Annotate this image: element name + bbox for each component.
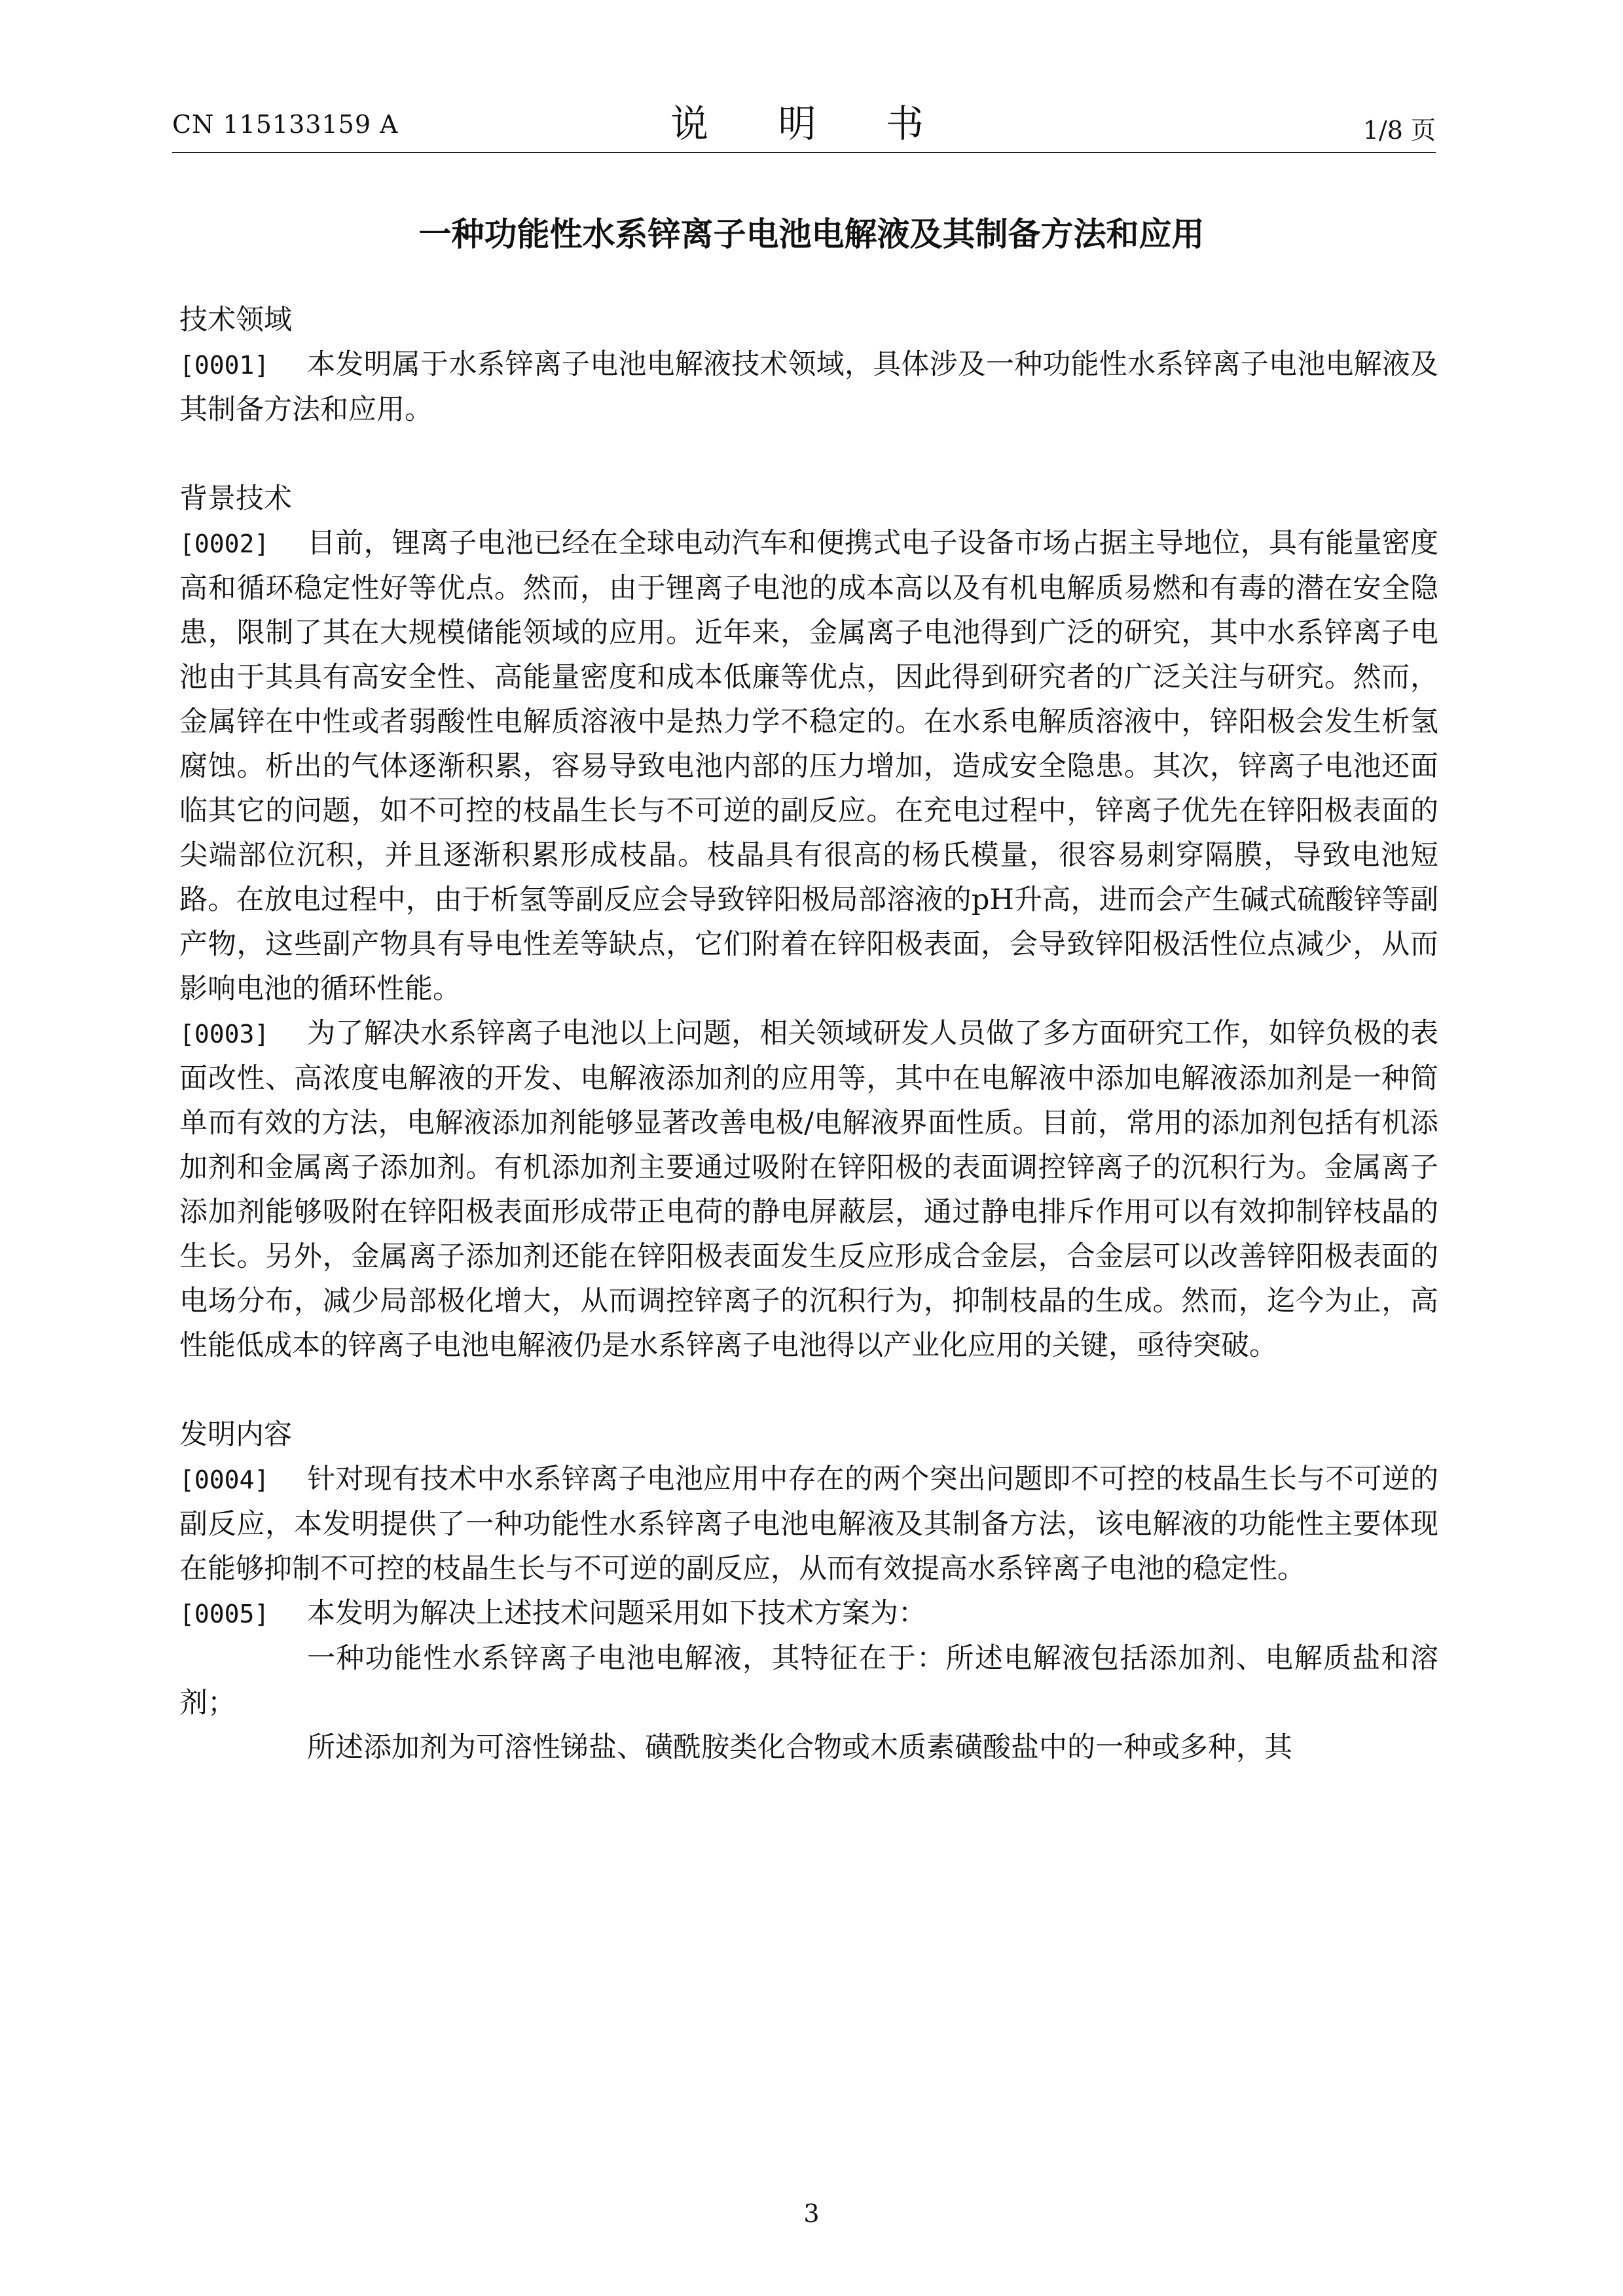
paragraph-text: 目前，锂离子电池已经在全球电动汽车和便携式电子设备市场占据主导地位，具有能量密度高和循环稳定性好等优点。然而，由于锂离子电池的成本高以及有机电解质易燃和有毒的潜在安全隐患，限制了其在大规模储能领域的应用。近年来，金属离子电池得到广泛的研究，其中水系锌离子电池由于其具有高安全性、高能量密度和成本低廉等优点，因此得到研究者的广泛关注与研究。然而，金属锌在中性或者弱酸性电解质溶液中是热力学不稳定的。在水系电解质溶液中，锌阳极会发生析氢腐蚀。析出的气体逐渐积累，容易导致电池内部的压力增加，造成安全隐患。其次，锌离子电池还面临其它的问题，如不可控的枝晶生长与不可逆的副反应。在充电过程中，锌离子优先在锌阳极表面的尖端部位沉积，并且逐渐积累形成枝晶。枝晶具有很高的杨氏模量，很容易刺穿隔膜，导致电池短路。在放电过程中，由于析氢等副反应会导致锌阳极局部溶液的pH升高，进而会产生碱式硫酸锌等副产物，这些副产物具有导电性差等缺点，它们附着在锌阳极表面，会导致锌阳极活性位点减少，从而影响电池的循环性能。 (179, 527, 1438, 1005)
document-title: 一种功能性水系锌离子电池电解液及其制备方法和应用 (418, 215, 1205, 253)
section-heading: 发明内容 (179, 1418, 292, 1451)
paragraph (179, 1636, 1438, 1725)
paragraph-text: 本发明属于水系锌离子电池电解液技术领域，具体涉及一种功能性水系锌离子电池电解液及其制备方法和应用。 (179, 348, 1438, 426)
paragraph-text: 本发明为解决上述技术问题采用如下技术方案为： (307, 1597, 926, 1630)
paragraph (179, 1457, 1438, 1591)
section-heading: 背景技术 (179, 482, 292, 515)
header-rule (172, 152, 1436, 153)
paragraph (179, 1591, 1438, 1636)
document-body (179, 298, 1438, 1770)
paragraph (179, 1011, 1438, 1368)
paragraph-text: 针对现有技术中水系锌离子电池应用中存在的两个突出问题即不可控的枝晶生长与不可逆的副反应，本发明提供了一种功能性水系锌离子电池电解液及其制备方法，该电解液的功能性主要体现在能够抑制不可控的枝晶生长与不可逆的副反应，从而有效提高水系锌离子电池的稳定性。 (179, 1463, 1438, 1585)
paragraph-number: [0005] (179, 1600, 270, 1628)
paragraph-text: 为了解决水系锌离子电池以上问题，相关领域研发人员做了多方面研究工作，如锌负极的表面改性、高浓度电解液的开发、电解液添加剂的应用等，其中在电解液中添加电解液添加剂是一种简单而有效的方法，电解液添加剂能够显著改善电极/电解液界面性质。目前，常用的添加剂包括有机添加剂和金属离子添加剂。有机添加剂主要通过吸附在锌阳极的表面调控锌离子的沉积行为。金属离子添加剂能够吸附在锌阳极表面形成带正电荷的静电屏蔽层，通过静电排斥作用可以有效抑制锌枝晶的生长。另外，金属离子添加剂还能在锌阳极表面发生反应形成合金层，合金层可以改善锌阳极表面的电场分布，减少局部极化增大，从而调控锌离子的沉积行为，抑制枝晶的生成。然而，迄今为止，高性能低成本的锌离子电池电解液仍是水系锌离子电池得以产业化应用的关键，亟待突破。 (179, 1017, 1438, 1362)
paragraph-text: 一种功能性水系锌离子电池电解液，其特征在于：所述电解液包括添加剂、电解质盐和溶剂； (179, 1642, 1438, 1719)
page-info: 1/8 页 (1362, 116, 1436, 145)
paragraph-text: 所述添加剂为可溶性锑盐、磺酰胺类化合物或木质素磺酸盐中的一种或多种，其 (307, 1731, 1292, 1764)
paragraph-number: [0002] (179, 529, 270, 558)
document-type: 说 明 书 (670, 101, 953, 146)
paragraph (179, 1725, 1438, 1770)
paragraph-number: [0004] (179, 1465, 270, 1494)
page-number: 3 (803, 2199, 820, 2228)
paragraph-number: [0001] (179, 351, 270, 380)
patent-number: CN 115133159 A (172, 110, 399, 139)
section-heading: 技术领域 (179, 304, 292, 336)
paragraph (179, 521, 1438, 1011)
paragraph (179, 342, 1438, 432)
paragraph-number: [0003] (179, 1020, 270, 1049)
